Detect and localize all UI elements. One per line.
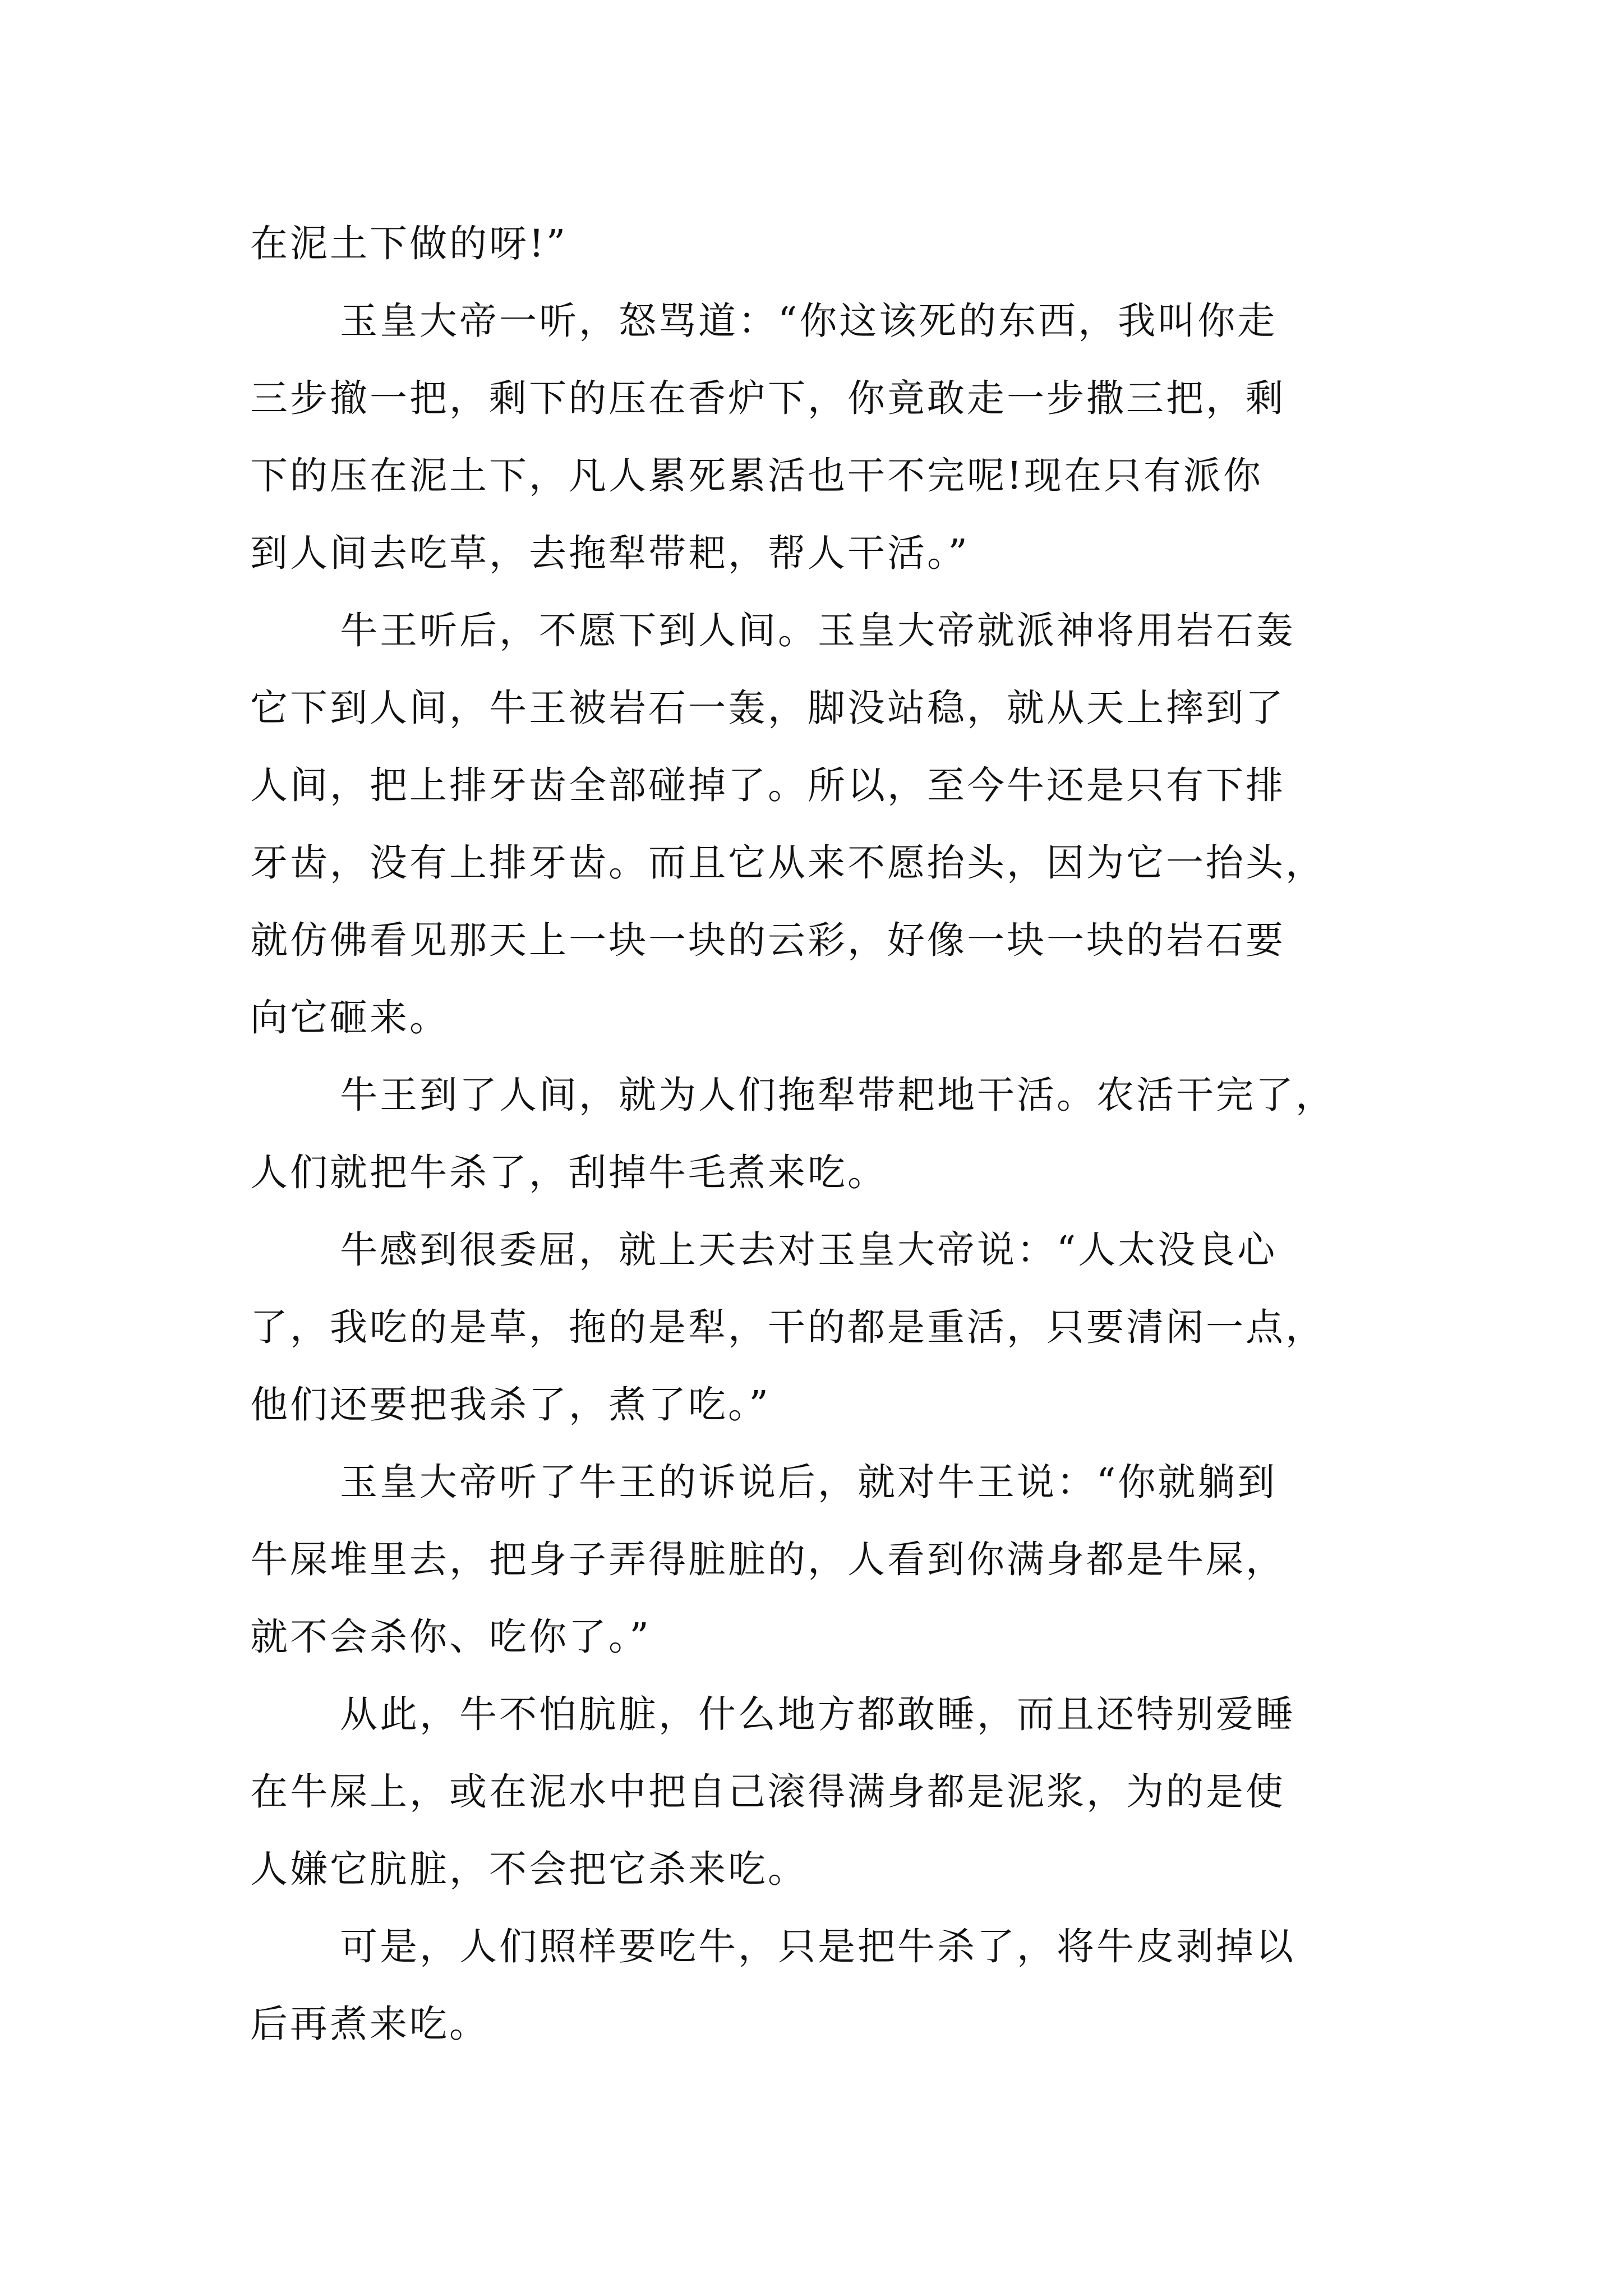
text-line: 下的压在泥土下，凡人累死累活也干不完呢!现在只有派你 xyxy=(250,454,1263,498)
text-line: 在牛屎上，或在泥水中把自己滚得满身都是泥浆，为的是使 xyxy=(250,1770,1285,1814)
text-line: 就不会杀你、吃你了。” xyxy=(250,1615,651,1659)
text-line: 了，我吃的是草，拖的是犁，干的都是重活，只要清闲一点， xyxy=(250,1305,1325,1349)
text-line: 在泥土下做的呀!” xyxy=(250,222,568,265)
text-line: 人们就把牛杀了，刮掉牛毛煮来吃。 xyxy=(250,1151,887,1194)
text-line: 就仿佛看见那天上一块一块的云彩，好像一块一块的岩石要 xyxy=(250,918,1285,962)
text-line: 后再煮来吃。 xyxy=(250,2002,489,2046)
text-line: 牛王到了人间，就为人们拖犁带耙地干活。农活干完了， xyxy=(340,1073,1335,1117)
text-line: 它下到人间，牛王被岩石一轰，脚没站稳，就从天上摔到了 xyxy=(250,686,1285,730)
text-line: 牛屎堆里去，把身子弄得脏脏的，人看到你满身都是牛屎， xyxy=(250,1538,1285,1581)
text-line: 人嫌它肮脏，不会把它杀来吃。 xyxy=(250,1847,808,1891)
text-line: 可是，人们照样要吃牛，只是把牛杀了，将牛皮剥掉以 xyxy=(340,1925,1295,1968)
text-line: 玉皇大帝一听，怒骂道：“你这该死的东西，我叫你走 xyxy=(340,299,1278,343)
text-line: 玉皇大帝听了牛王的诉说后，就对牛王说：“你就躺到 xyxy=(340,1460,1278,1504)
text-line: 牛感到很委屈，就上天去对玉皇大帝说：“人太没良心 xyxy=(340,1228,1278,1272)
text-line: 他们还要把我杀了，煮了吃。” xyxy=(250,1383,771,1427)
text-line: 到人间去吃草，去拖犁带耙，帮人干活。” xyxy=(250,531,970,575)
text-line: 牙齿，没有上排牙齿。而且它从来不愿抬头，因为它一抬头， xyxy=(250,841,1325,885)
text-line: 从此，牛不怕肮脏，什么地方都敢睡，而且还特别爱睡 xyxy=(340,1692,1295,1736)
story-text xyxy=(250,205,1377,2063)
text-line: 向它砸来。 xyxy=(250,996,449,1039)
text-line: 牛王听后，不愿下到人间。玉皇大帝就派神将用岩石轰 xyxy=(340,609,1295,652)
text-line: 人间，把上排牙齿全部碰掉了。所以，至今牛还是只有下排 xyxy=(250,763,1285,807)
text-line: 三步撤一把，剩下的压在香炉下，你竟敢走一步撒三把，剩 xyxy=(250,376,1285,420)
